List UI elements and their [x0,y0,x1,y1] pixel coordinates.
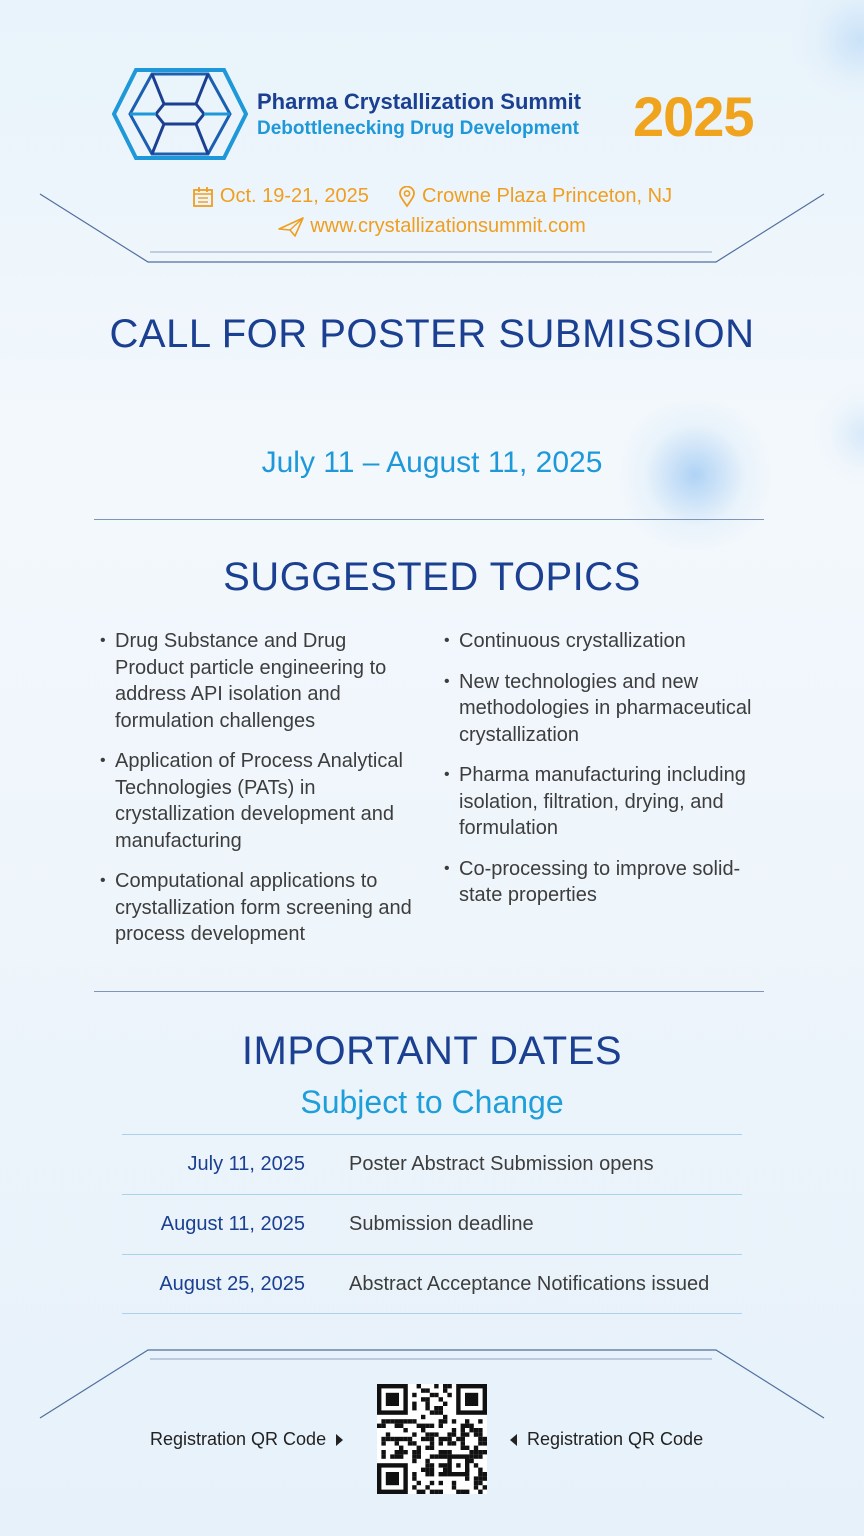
event-cell: Poster Abstract Submission opens [349,1153,654,1175]
event-tagline: Debottlenecking Drug Development [257,118,579,139]
list-item: • Co-processing to improve solid-state properties [444,856,754,909]
section-divider [94,991,764,992]
arrow-left-icon [510,1434,517,1446]
dates-subheading: Subject to Change [300,1084,564,1120]
event-cell: Abstract Acceptance Notifications issued [349,1272,710,1295]
qr-label-left: Registration QR Code [150,1429,343,1450]
background-glow [790,0,864,110]
event-location: Crowne Plaza Princeton, NJ [398,185,672,208]
topics-heading: SUGGESTED TOPICS [223,555,641,599]
date-cell: August 25, 2025 [159,1272,305,1295]
hexagon-logo-icon [112,68,248,160]
table-row [122,1134,742,1194]
list-item: • Drug Substance and Drug Product particle engineering to address API isolation and formulation challenges [100,628,420,734]
date-cell: August 11, 2025 [160,1213,305,1235]
dates-heading: IMPORTANT DATES [241,1029,623,1073]
event-year: 2025 [633,85,754,148]
table-row [122,1254,742,1314]
list-item: • Application of Process Analytical Technologies (PATs) in crystallization development and manufacturing [100,748,420,854]
submission-range: July 11 – August 11, 2025 [261,446,603,479]
call-heading: CALL FOR POSTER SUBMISSION [109,312,755,356]
list-item: • Continuous crystallization [444,628,754,655]
arrow-right-icon [336,1434,343,1446]
event-name: Pharma Crystallization Summit [257,89,581,114]
topics-right-column [444,628,754,923]
list-item: • Computational applications to crystallization form screening and process development [100,868,420,948]
topics-left-column [100,628,420,962]
list-item: • New technologies and new methodologies in pharmaceutical crystallization [444,669,754,749]
section-divider [94,519,764,520]
list-item: • Pharma manufacturing including isolation, filtration, drying, and formulation [444,762,754,842]
table-row [122,1194,742,1254]
qr-label-right: Registration QR Code [510,1429,703,1450]
date-cell: July 11, 2025 [187,1153,305,1175]
event-website-link[interactable]: www.crystallizationsummit.com [310,215,586,237]
event-dates: Oct. 19-21, 2025 [192,185,369,208]
dates-table [122,1134,742,1314]
event-cell: Submission deadline [349,1213,534,1235]
qr-code-icon[interactable] [377,1384,487,1494]
header-frame-lines [0,190,864,270]
